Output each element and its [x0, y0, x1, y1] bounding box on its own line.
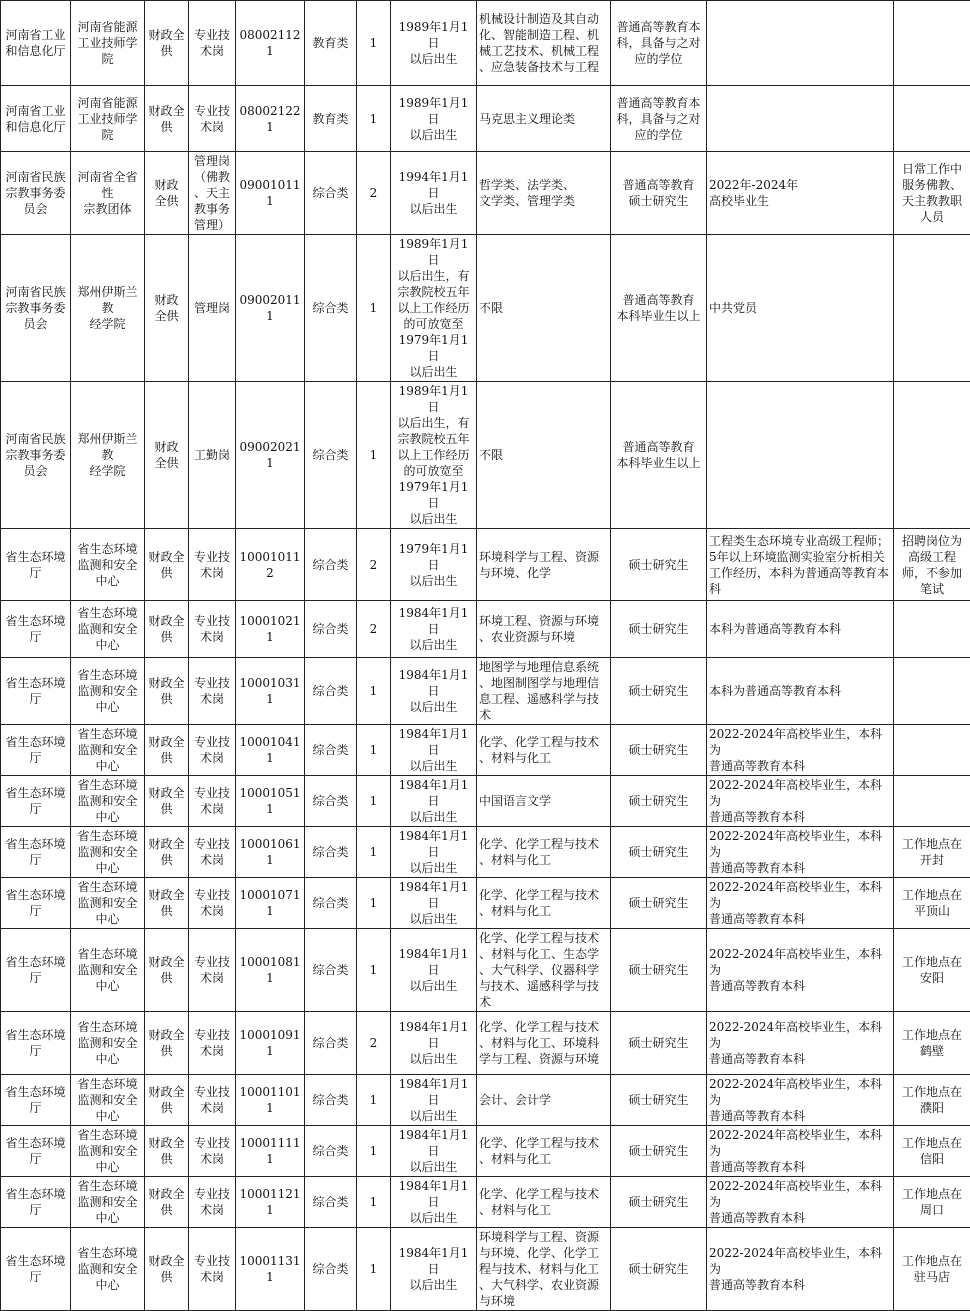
cell-funding: 财政全 供	[145, 1126, 189, 1177]
cell-other-conditions: 2022-2024年高校毕业生，本科为 普通高等教育本科	[707, 827, 894, 878]
cell-other-conditions: 本科为普通高等教育本科	[707, 658, 894, 725]
cell-category: 综合类	[305, 1126, 357, 1177]
cell-post-code: 090020211	[236, 382, 305, 529]
cell-remarks: 工作地点在 安阳	[894, 929, 970, 1012]
cell-education: 硕士研究生	[611, 725, 707, 776]
table-row	[1, 382, 970, 529]
cell-age: 1984年1月1日 以后出生	[391, 929, 477, 1012]
cell-education: 硕士研究生	[611, 1012, 707, 1075]
cell-funding: 财政全 供	[145, 1, 189, 86]
cell-other-conditions: 2022-2024年高校毕业生，本科为 普通高等教育本科	[707, 725, 894, 776]
cell-headcount: 1	[357, 827, 391, 878]
cell-major: 环境工程、资源与环境 、农业资源与环境	[477, 601, 611, 658]
cell-education: 普通高等教育本 科，具备与之对 应的学位	[611, 86, 707, 152]
cell-post-code: 100010211	[236, 601, 305, 658]
cell-funding: 财政全 供	[145, 725, 189, 776]
cell-post-type: 专业技 术岗	[189, 725, 236, 776]
cell-age: 1989年1月1日 以后出生，有 宗教院校五年 以上工作经历 的可放宽至 1979年1月1日 以后出生	[391, 382, 477, 529]
cell-post-code: 090010111	[236, 152, 305, 235]
cell-post-type: 专业技 术岗	[189, 1126, 236, 1177]
table-row	[1, 235, 970, 382]
cell-age: 1984年1月1日 以后出生	[391, 1012, 477, 1075]
cell-category: 综合类	[305, 929, 357, 1012]
cell-headcount: 1	[357, 776, 391, 827]
cell-post-code: 090020111	[236, 235, 305, 382]
cell-post-type: 工勤岗	[189, 382, 236, 529]
table-row	[1, 929, 970, 1012]
cell-category: 综合类	[305, 878, 357, 929]
cell-employer: 省生态环境 监测和安全 中心	[71, 1075, 145, 1126]
cell-headcount: 1	[357, 1126, 391, 1177]
cell-department: 河南省工业 和信息化厅	[1, 86, 71, 152]
cell-other-conditions: 工程类生态环境专业高级工程师； 5年以上环境监测实验室分析相关 工作经历，本科为普通高等教育本 科	[707, 529, 894, 601]
cell-funding: 财政全 供	[145, 929, 189, 1012]
cell-major: 化学、化学工程与技术 、材料与化工	[477, 827, 611, 878]
cell-age: 1984年1月1日 以后出生	[391, 1228, 477, 1311]
cell-post-type: 专业技 术岗	[189, 878, 236, 929]
cell-remarks	[894, 658, 970, 725]
cell-other-conditions: 2022-2024年高校毕业生，本科为 普通高等教育本科	[707, 1228, 894, 1311]
cell-major: 会计、会计学	[477, 1075, 611, 1126]
cell-age: 1984年1月1日 以后出生	[391, 776, 477, 827]
cell-major: 化学、化学工程与技术 、材料与化工	[477, 725, 611, 776]
cell-remarks: 招聘岗位为 高级工程 师，不参加 笔试	[894, 529, 970, 601]
cell-employer: 省生态环境 监测和安全 中心	[71, 1126, 145, 1177]
cell-post-code: 100010911	[236, 1012, 305, 1075]
cell-age: 1984年1月1日 以后出生	[391, 725, 477, 776]
cell-funding: 财政全 供	[145, 1228, 189, 1311]
cell-headcount: 1	[357, 86, 391, 152]
cell-age: 1984年1月1日 以后出生	[391, 1075, 477, 1126]
cell-age: 1984年1月1日 以后出生	[391, 658, 477, 725]
cell-category: 综合类	[305, 1177, 357, 1228]
cell-category: 综合类	[305, 235, 357, 382]
cell-funding: 财政全 供	[145, 601, 189, 658]
table-row	[1, 827, 970, 878]
table-row	[1, 86, 970, 152]
cell-post-type: 专业技 术岗	[189, 1, 236, 86]
cell-other-conditions	[707, 382, 894, 529]
cell-post-code: 100011311	[236, 1228, 305, 1311]
cell-major: 化学、化学工程与技术 、材料与化工	[477, 878, 611, 929]
cell-major: 不限	[477, 235, 611, 382]
cell-major: 中国语言文学	[477, 776, 611, 827]
cell-other-conditions: 2022-2024年高校毕业生，本科为 普通高等教育本科	[707, 1177, 894, 1228]
cell-post-type: 专业技 术岗	[189, 929, 236, 1012]
cell-education: 硕士研究生	[611, 529, 707, 601]
cell-department: 省生态环境 厅	[1, 1228, 71, 1311]
cell-remarks	[894, 601, 970, 658]
cell-category: 综合类	[305, 658, 357, 725]
cell-department: 省生态环境 厅	[1, 1075, 71, 1126]
cell-education: 普通高等教育 本科毕业生以上	[611, 382, 707, 529]
cell-employer: 省生态环境 监测和安全 中心	[71, 1012, 145, 1075]
cell-remarks	[894, 86, 970, 152]
cell-headcount: 1	[357, 1075, 391, 1126]
cell-funding: 财政全 供	[145, 827, 189, 878]
cell-major: 地图学与地理信息系统 、地图制图学与地理信 息工程、遥感科学与技 术	[477, 658, 611, 725]
cell-remarks: 工作地点在 驻马店	[894, 1228, 970, 1311]
cell-employer: 省生态环境 监测和安全 中心	[71, 658, 145, 725]
cell-employer: 省生态环境 监测和安全 中心	[71, 725, 145, 776]
table-row	[1, 1075, 970, 1126]
cell-category: 综合类	[305, 152, 357, 235]
cell-remarks	[894, 235, 970, 382]
table-row	[1, 152, 970, 235]
cell-education: 硕士研究生	[611, 776, 707, 827]
cell-other-conditions: 中共党员	[707, 235, 894, 382]
cell-major: 化学、化学工程与技术 、材料与化工、生态学 、大气科学、仪器科学 与技术、遥感科学与技 术	[477, 929, 611, 1012]
cell-education: 硕士研究生	[611, 1126, 707, 1177]
cell-other-conditions: 2022-2024年高校毕业生，本科为 普通高等教育本科	[707, 1075, 894, 1126]
cell-post-code: 100010311	[236, 658, 305, 725]
cell-post-type: 管理岗	[189, 235, 236, 382]
cell-education: 硕士研究生	[611, 878, 707, 929]
cell-education: 硕士研究生	[611, 1075, 707, 1126]
cell-other-conditions: 2022-2024年高校毕业生，本科为 普通高等教育本科	[707, 776, 894, 827]
cell-education: 硕士研究生	[611, 658, 707, 725]
cell-education: 硕士研究生	[611, 1228, 707, 1311]
cell-department: 省生态环境 厅	[1, 1012, 71, 1075]
cell-headcount: 1	[357, 382, 391, 529]
table-row	[1, 601, 970, 658]
cell-remarks	[894, 725, 970, 776]
cell-post-code: 100010112	[236, 529, 305, 601]
cell-department: 河南省民族 宗教事务委 员会	[1, 152, 71, 235]
cell-headcount: 1	[357, 1, 391, 86]
cell-category: 教育类	[305, 86, 357, 152]
cell-department: 省生态环境 厅	[1, 776, 71, 827]
cell-funding: 财政全 供	[145, 529, 189, 601]
cell-post-code: 080021221	[236, 86, 305, 152]
cell-post-type: 专业技 术岗	[189, 1177, 236, 1228]
cell-major: 哲学类、法学类、 文学类、管理学类	[477, 152, 611, 235]
cell-remarks: 工作地点在 信阳	[894, 1126, 970, 1177]
cell-post-code: 080021121	[236, 1, 305, 86]
cell-post-code: 100011211	[236, 1177, 305, 1228]
cell-category: 综合类	[305, 725, 357, 776]
cell-post-type: 专业技 术岗	[189, 827, 236, 878]
cell-category: 教育类	[305, 1, 357, 86]
cell-post-type: 专业技 术岗	[189, 658, 236, 725]
cell-major: 化学、化学工程与技术 、材料与化工	[477, 1126, 611, 1177]
cell-category: 综合类	[305, 1012, 357, 1075]
cell-post-code: 100010711	[236, 878, 305, 929]
cell-age: 1989年1月1日 以后出生	[391, 86, 477, 152]
table-row	[1, 725, 970, 776]
cell-post-type: 专业技 术岗	[189, 601, 236, 658]
cell-department: 省生态环境 厅	[1, 529, 71, 601]
table-row	[1, 529, 970, 601]
cell-department: 省生态环境 厅	[1, 725, 71, 776]
cell-employer: 省生态环境 监测和安全 中心	[71, 929, 145, 1012]
cell-employer: 河南省能源 工业技师学 院	[71, 1, 145, 86]
cell-post-code: 100010811	[236, 929, 305, 1012]
cell-category: 综合类	[305, 1075, 357, 1126]
cell-other-conditions: 本科为普通高等教育本科	[707, 601, 894, 658]
table-row	[1, 658, 970, 725]
cell-major: 环境科学与工程、资源 与环境、化学	[477, 529, 611, 601]
cell-age: 1984年1月1日 以后出生	[391, 827, 477, 878]
cell-employer: 郑州伊斯兰 教 经学院	[71, 235, 145, 382]
cell-major: 环境科学与工程、资源 与环境、化学、化学工 程与技术、材料与化工 、大气科学、农业资源 与环境	[477, 1228, 611, 1311]
cell-category: 综合类	[305, 382, 357, 529]
cell-department: 河南省民族 宗教事务委 员会	[1, 235, 71, 382]
cell-department: 省生态环境 厅	[1, 658, 71, 725]
cell-post-type: 管理岗 （佛教 、天主 教事务 管理）	[189, 152, 236, 235]
cell-headcount: 1	[357, 1228, 391, 1311]
cell-post-type: 专业技 术岗	[189, 1228, 236, 1311]
cell-headcount: 2	[357, 529, 391, 601]
cell-post-type: 专业技 术岗	[189, 86, 236, 152]
cell-headcount: 1	[357, 235, 391, 382]
cell-other-conditions: 2022年-2024年 高校毕业生	[707, 152, 894, 235]
cell-education: 硕士研究生	[611, 929, 707, 1012]
cell-post-code: 100011011	[236, 1075, 305, 1126]
table-row	[1, 1012, 970, 1075]
table-row	[1, 1126, 970, 1177]
cell-funding: 财政全 供	[145, 86, 189, 152]
cell-funding: 财政全 供	[145, 878, 189, 929]
cell-employer: 省生态环境 监测和安全 中心	[71, 1228, 145, 1311]
cell-category: 综合类	[305, 529, 357, 601]
cell-employer: 省生态环境 监测和安全 中心	[71, 1177, 145, 1228]
cell-remarks: 工作地点在 濮阳	[894, 1075, 970, 1126]
cell-headcount: 1	[357, 1177, 391, 1228]
cell-department: 省生态环境 厅	[1, 601, 71, 658]
cell-post-code: 100010511	[236, 776, 305, 827]
cell-education: 普通高等教育本 科，具备与之对 应的学位	[611, 1, 707, 86]
cell-remarks: 日常工作中 服务佛教、 天主教教职 人员	[894, 152, 970, 235]
cell-age: 1984年1月1日 以后出生	[391, 878, 477, 929]
cell-post-code: 100010411	[236, 725, 305, 776]
cell-age: 1984年1月1日 以后出生	[391, 601, 477, 658]
cell-major: 化学、化学工程与技术 、材料与化工、环境科 学与工程、资源与环境	[477, 1012, 611, 1075]
cell-major: 机械设计制造及其自动 化、智能制造工程、机 械工艺技术、机械工程 、应急装备技术与工程	[477, 1, 611, 86]
cell-remarks: 工作地点在 开封	[894, 827, 970, 878]
cell-department: 河南省工业 和信息化厅	[1, 1, 71, 86]
cell-department: 省生态环境 厅	[1, 878, 71, 929]
cell-category: 综合类	[305, 827, 357, 878]
cell-category: 综合类	[305, 601, 357, 658]
cell-remarks	[894, 1, 970, 86]
table-row	[1, 1177, 970, 1228]
cell-major: 化学、化学工程与技术 、材料与化工	[477, 1177, 611, 1228]
cell-other-conditions: 2022-2024年高校毕业生，本科为 普通高等教育本科	[707, 878, 894, 929]
cell-employer: 省生态环境 监测和安全 中心	[71, 529, 145, 601]
cell-department: 省生态环境 厅	[1, 1177, 71, 1228]
cell-education: 硕士研究生	[611, 827, 707, 878]
cell-headcount: 1	[357, 929, 391, 1012]
cell-age: 1989年1月1日 以后出生，有 宗教院校五年 以上工作经历 的可放宽至 1979年1月1日 以后出生	[391, 235, 477, 382]
cell-other-conditions: 2022-2024年高校毕业生，本科为 普通高等教育本科	[707, 929, 894, 1012]
cell-age: 1994年1月1日 以后出生	[391, 152, 477, 235]
cell-age: 1984年1月1日 以后出生	[391, 1177, 477, 1228]
cell-employer: 河南省全省 性 宗教团体	[71, 152, 145, 235]
cell-category: 综合类	[305, 1228, 357, 1311]
cell-remarks	[894, 776, 970, 827]
cell-headcount: 2	[357, 152, 391, 235]
cell-age: 1979年1月1日 以后出生	[391, 529, 477, 601]
table-row	[1, 776, 970, 827]
cell-funding: 财政 全供	[145, 235, 189, 382]
cell-funding: 财政全 供	[145, 1012, 189, 1075]
table-row	[1, 1, 970, 86]
cell-education: 硕士研究生	[611, 601, 707, 658]
cell-other-conditions	[707, 86, 894, 152]
cell-department: 省生态环境 厅	[1, 929, 71, 1012]
cell-post-type: 专业技 术岗	[189, 1075, 236, 1126]
cell-other-conditions	[707, 1, 894, 86]
cell-education: 硕士研究生	[611, 1177, 707, 1228]
cell-remarks: 工作地点在 鹤壁	[894, 1012, 970, 1075]
cell-remarks	[894, 382, 970, 529]
cell-employer: 省生态环境 监测和安全 中心	[71, 827, 145, 878]
cell-age: 1989年1月1日 以后出生	[391, 1, 477, 86]
cell-funding: 财政全 供	[145, 1075, 189, 1126]
cell-funding: 财政全 供	[145, 1177, 189, 1228]
cell-employer: 河南省能源 工业技师学 院	[71, 86, 145, 152]
cell-funding: 财政全 供	[145, 658, 189, 725]
cell-department: 河南省民族 宗教事务委 员会	[1, 382, 71, 529]
table-row	[1, 1228, 970, 1311]
cell-major: 不限	[477, 382, 611, 529]
cell-post-type: 专业技 术岗	[189, 529, 236, 601]
cell-post-type: 专业技 术岗	[189, 776, 236, 827]
cell-post-type: 专业技 术岗	[189, 1012, 236, 1075]
cell-other-conditions: 2022-2024年高校毕业生，本科为 普通高等教育本科	[707, 1126, 894, 1177]
cell-headcount: 1	[357, 878, 391, 929]
cell-funding: 财政 全供	[145, 382, 189, 529]
cell-post-code: 100011111	[236, 1126, 305, 1177]
cell-employer: 省生态环境 监测和安全 中心	[71, 776, 145, 827]
cell-department: 省生态环境 厅	[1, 1126, 71, 1177]
cell-age: 1984年1月1日 以后出生	[391, 1126, 477, 1177]
cell-employer: 省生态环境 监测和安全 中心	[71, 878, 145, 929]
cell-employer: 省生态环境 监测和安全 中心	[71, 601, 145, 658]
cell-funding: 财政全 供	[145, 776, 189, 827]
cell-department: 省生态环境 厅	[1, 827, 71, 878]
cell-education: 普通高等教育 本科毕业生以上	[611, 235, 707, 382]
cell-remarks: 工作地点在 平顶山	[894, 878, 970, 929]
table-row	[1, 878, 970, 929]
cell-category: 综合类	[305, 776, 357, 827]
cell-post-code: 100010611	[236, 827, 305, 878]
cell-headcount: 2	[357, 601, 391, 658]
cell-headcount: 2	[357, 1012, 391, 1075]
cell-employer: 郑州伊斯兰 教 经学院	[71, 382, 145, 529]
cell-headcount: 1	[357, 725, 391, 776]
cell-funding: 财政 全供	[145, 152, 189, 235]
cell-major: 马克思主义理论类	[477, 86, 611, 152]
cell-other-conditions: 2022-2024年高校毕业生，本科为 普通高等教育本科	[707, 1012, 894, 1075]
cell-headcount: 1	[357, 658, 391, 725]
cell-education: 普通高等教育 硕士研究生	[611, 152, 707, 235]
cell-remarks: 工作地点在 周口	[894, 1177, 970, 1228]
